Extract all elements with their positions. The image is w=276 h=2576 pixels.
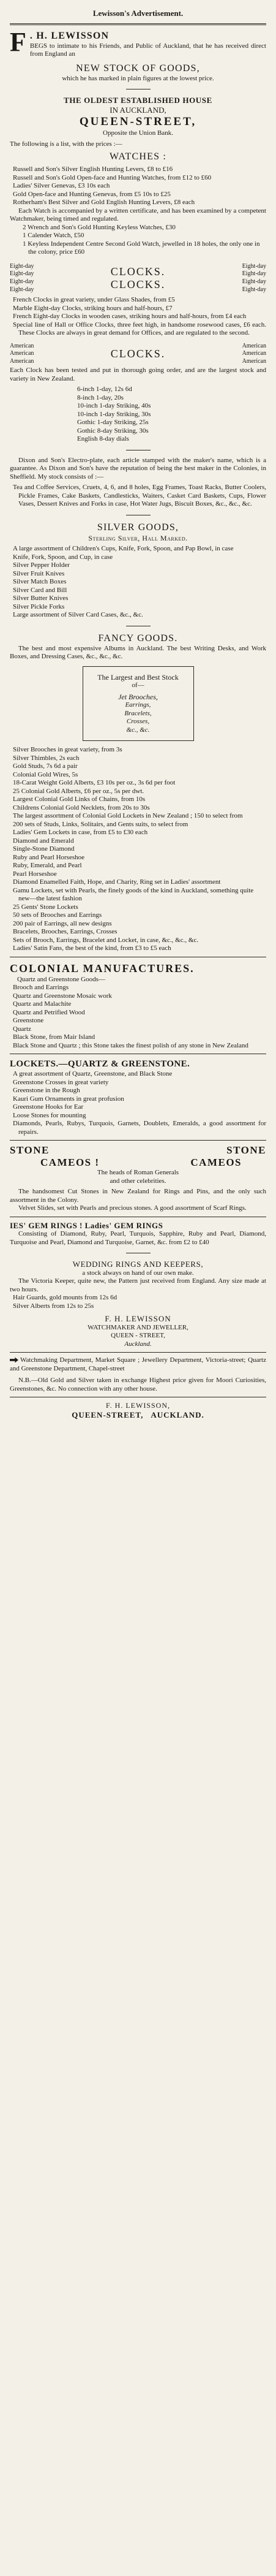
wedding-item: Silver Alberts from 12s to 25s [13,1302,94,1310]
silver-item: Large assortment of Silver Card Cases, &c., &c. [13,611,143,619]
american-item: English 8-day dials [77,435,129,443]
wedding-item: Hair Guards, gold mounts from 12s 6d [13,1294,117,1302]
pointing-hand-icon [10,1357,18,1362]
colonial-item: Brooch and Earrings [13,984,69,992]
watch-item: Russell and Son's Gold Open-face and Hunting Watches, from £12 to £60 [13,173,212,181]
silver-item: Silver Match Boxes [13,578,67,586]
american-item: 10-inch 1-day Striking, 40s [77,402,151,410]
stone-cameos [10,1144,266,1213]
lockets-heading: LOCKETS.—QUARTZ & GREENSTONE. [10,1059,190,1070]
fancy-item: 25 Gents' Stone Lockets [13,903,78,911]
watch-item: Ladies' Silver Genevas, £3 10s each [13,182,110,190]
house-block [10,96,266,148]
fancy-list [10,746,266,953]
intro-new-stock: NEW STOCK OF GOODS, [76,63,200,74]
fancy-item: 200 pair of Earrings, all new designs [13,919,112,927]
signature-block [10,1314,266,1348]
lockets-item: Diamonds, Pearls, Rubys, Turquois, Garnets, Doublets, Emeralds, a good assortment for repairs. [13,1120,266,1136]
american-label: American [10,350,34,357]
wedding-heading: WEDDING RINGS AND KEEPERS, [72,1260,204,1269]
house-line-4: Opposite the Union Bank. [103,129,173,137]
fancy-item: 25 Colonial Gold Alberts, £6 per oz., 5s per dwt. [13,787,144,795]
american-label: American [10,357,34,365]
wedding-list [10,1269,266,1311]
cameos-left: CAMEOS ! [40,1157,100,1169]
cameos-celebs: and other celebrities. [110,1177,166,1185]
lockets-item: Kauri Gum Ornaments in great profusion [13,1095,124,1103]
signature-city: Auckland. [124,1340,152,1348]
fancy-heading: FANCY GOODS. [98,633,178,644]
clocks-side-label: Eight-day [242,278,266,285]
cameos-right: CAMEOS [190,1157,242,1169]
electro-intro: Dixon and Son's Electro-plate, each article stamped with the maker's name, which is a guarantee. As Dixon and Son's have the reputation of being the best maker in the Colonies, in Sheffield. My stock consists of :— [10,456,266,481]
wedding-item: The Victoria Keeper, quite new, the Pattern just received from England. Any size made at two hours. [10,1277,266,1293]
american-left [10,343,53,366]
footer-note-2: N.B.—Old Gold and Silver taken in exchange Highest price given for Moori Curiosities, Greenstones, &c. No connection with any other house. [10,1377,266,1392]
house-line-1: THE OLDEST ESTABLISHED HOUSE [64,96,212,105]
intro-block [10,26,266,83]
watch-item: Russell and Son's Silver English Hunting Levers, £8 to £16 [13,165,173,173]
fancy-item: Gamu Lockets, set with Pearls, the finely goods of the kind in Auckland, something quite new—the latest fashion [13,886,254,903]
american-item: Gothic 8-day Striking, 30s [77,427,149,435]
american-center: CLOCKS. [110,348,166,360]
fancy-item: Diamond and Emerald [13,837,74,845]
electro-block [10,457,266,509]
lockets-item: Greenstone Crosses in great variety [13,1078,109,1086]
american-note: Each Clock has been tested and put in thorough going order, and are the largest stock and variety in New Zealand. [10,367,266,382]
clock-item: Special line of Hall or Office Clocks, three feet high, in handsome rosewood cases, £6 each. These Clocks are always in great demand for Offices, and are regulated to the second. [13,321,266,337]
clocks-side-right [223,263,266,294]
clocks-center-label [53,265,223,291]
watch-item: 1 Calender Watch, £50 [23,232,84,240]
electro-items: Tea and Coffee Services, Cruets, 4, 6, and 8 holes, Egg Frames, Toast Racks, Butter Coolers, Pickle Frames, Cake Baskets, Candlesticks, Waiters, Casket Card Baskets, Cups, Flower Vases, Dessert Knives and Forks in case, Hot Water Jugs, Biscuit Boxes, &c., &c., &c. [13,484,266,508]
divider [10,1352,266,1353]
american-label: American [242,342,266,349]
box-item: Jet Brooches, [118,692,158,701]
fancy-item: Ruby and Pearl Horseshoe [13,853,85,861]
clocks-lines [10,296,266,338]
lockets-item: A great assortment of Quartz, Greenstone, and Black Stone [13,1070,173,1078]
signature-street: QUEEN - STREET, [111,1332,165,1340]
footer-note-text: Watchmaking Department, Market Square ; Jewellery Department, Victoria-street; Quartz and Greenstone Department, Chapel-street [10,1356,266,1372]
fancy-item: 18-Carat Weight Gold Alberts, £3 10s per oz., 3s 6d per foot [13,779,176,787]
house-line-2: IN AUCKLAND, [110,105,166,115]
fancy-item: Gold Studs, 7s 6d a pair [13,762,78,770]
footer-block [10,1401,266,1419]
lockets-item: Greenstone Hooks for Ear [13,1103,84,1111]
footer-note-1 [10,1356,266,1373]
silver-item: Silver Pepper Holder [13,561,70,569]
silver-item: Silver Fruit Knives [13,569,65,577]
watch-note: Each Watch is accompanied by a written certificate, and has been examined by a competent Watchmaker, being timed and regulated. [10,207,266,223]
clocks-side-label: Eight-day [242,286,266,293]
colonial-item: Quartz and Malachite [13,1000,72,1008]
stone-right: STONE [226,1144,266,1157]
american-item: 6-inch 1-day, 12s 6d [77,386,132,393]
dropcap-letter: F [10,26,26,57]
clocks-side-label: Eight-day [242,262,266,270]
american-item: Gothic 1-day Striking, 25s [77,419,149,427]
american-banner [10,343,266,366]
clocks-banner [10,263,266,294]
box-title: The Largest and Best Stock [97,672,179,682]
footer-notes [10,1356,266,1393]
watch-item: 2 Wrench and Son's Gold Hunting Keyless Watches, £30 [23,223,176,231]
fancy-item: Ladies' Gem Lockets in case, from £5 to £30 each [13,829,148,837]
american-label: American [242,350,266,357]
intro-line-3: which he has marked in plain figures at the lowest price. [62,74,214,82]
watch-item: Rotherham's Best Silver and Gold English Hunting Levers, £8 each [13,199,195,207]
divider [10,1140,266,1141]
fancy-item: Silver Thimbles, 2s each [13,754,80,762]
footer-name: F. H. LEWISSON, [105,1401,171,1410]
colonial-item: Quartz [13,1025,31,1033]
colonial-item: Black Stone and Quartz ; this Stone takes the finest polish of any stone in New Zealand [13,1041,248,1049]
clock-item: Marble Eight-day Clocks, striking hours and half-hours, £7 [13,304,173,312]
stone-note: The handsomest Cut Stones in New Zealand for Rings and Pins, and the only such assortment in the Colony. [10,1188,266,1204]
colonial-heading: COLONIAL MANUFACTURES. [10,962,195,975]
signature-title: WATCHMAKER AND JEWELLER, [88,1323,188,1331]
cameos-heads: The heads of Roman Generals [97,1169,179,1177]
stone-left: STONE [10,1144,50,1157]
american-item: 8-inch 1-day, 20s [77,393,124,401]
fancy-item: Colonial Gold Wires, 5s [13,770,78,778]
clocks-side-label: Eight-day [10,278,34,285]
fancy-item: Ladies' Satin Fans, the best of the kind, from £3 to £5 each [13,944,171,952]
silver-list [10,545,266,620]
fancy-item: Largest Colonial Gold Links of Chains, from 10s [13,796,146,804]
clocks-side-label: Eight-day [242,270,266,278]
gem-item: Consisting of Diamond, Ruby, Pearl, Turquois, Sapphire, Ruby and Pearl, Diamond, Turquoise and Pearl, Diamond and Turquoise, Garnet, &c. from £2 to £40 [10,1230,266,1246]
footer-address: QUEEN-STREET, AUCKLAND. [72,1410,204,1419]
fancy-item: Diamond Enamelled Faith, Hope, and Charity, Ring set in Ladies' assortment [13,878,221,886]
colonial-sub: Quartz and Greenstone Goods— [17,975,105,983]
silver-item: Knife, Fork, Spoon, and Cup, in case [13,553,113,561]
american-list [10,386,266,444]
clocks-side-label: Eight-day [10,286,34,293]
american-item: 10-inch 1-day Striking, 30s [77,410,151,418]
fancy-item: 50 sets of Brooches and Earrings [13,911,102,919]
watches-heading: WATCHES : [109,151,167,162]
clocks-side-left [10,263,53,294]
fancy-item: Sets of Brooch, Earrings, Bracelet and Locket, in case, &c., &c., &c. [13,936,199,944]
box-item: Bracelets, [124,709,152,717]
silver-item: Silver Butter Knives [13,595,69,602]
fancy-intro: The best and most expensive Albums in Auckland. The best Writing Desks, and Work Boxes, and Dressing Cases, &c., &c., &c. [10,644,266,661]
colonial-item: Quartz and Greenstone Mosaic work [13,992,112,1000]
fancy-item: Childrens Colonial Gold Necklets, from 20s to 30s [13,804,150,811]
american-label: American [242,357,266,365]
header-rule [10,23,266,25]
signature-name: F. H. LEWISSON [105,1314,171,1324]
colonial-item: Quartz and Petrified Wood [13,1008,85,1016]
american-right [223,343,266,366]
fancy-item: Pearl Horseshoe [13,870,57,878]
american-label: American [10,342,34,349]
box-item: Crosses, [126,718,150,726]
fancy-item: 200 sets of Studs, Links, Solitairs, and Gents suits, to select from [13,820,188,828]
colonial-list [10,984,266,1050]
lockets-list [10,1070,266,1136]
header-title: Lewisson's Advertisement. [92,9,184,18]
house-line-3: QUEEN-STREET, [79,115,197,129]
jet-stock-box [83,666,194,741]
fancy-item: Ruby, Emerald, and Pearl [13,862,82,870]
lockets-item: Greenstone in the Rough [13,1087,80,1095]
fancy-item: The largest assortment of Colonial Gold Lockets in New Zealand ; 150 to select from [13,812,243,820]
watch-item: Gold Open-face and Hunting Genevas, from £5 10s to £25 [13,190,171,198]
fancy-item: Silver Brooches in great variety, from 3s [13,746,122,754]
gem-heading: IES' GEM RINGS ! Ladies' GEM RINGS [10,1220,163,1230]
watch-item: 1 Keyless Independent Centre Second Gold Watch, jewelled in 18 holes, the only one in the colony, price £60 [23,240,260,256]
silver-item: Silver Pickle Forks [13,602,65,610]
colonial-item: Black Stone, from Mair Island [13,1033,95,1041]
lockets-item: Loose Stones for mounting [13,1111,86,1119]
clocks-center-text: CLOCKS. [110,265,166,278]
clocks-side-label: Eight-day [10,262,34,270]
cameos-row [10,1157,266,1169]
fancy-item: Bracelets, Brooches, Earrings, Crosses [13,928,117,936]
intro-name: . H. LEWISSON [29,30,110,41]
clock-item: French Eight-day Clocks in wooden cases, striking hours and half-hours, from £4 each [13,313,247,321]
stone-velvet: Velvet Slides, set with Pearls and precious stones. A good assortment of Scarf Rings. [18,1204,247,1212]
stone-top-row [10,1144,266,1157]
clock-item: French Clocks in great variety, under Glass Shades, from £5 [13,296,175,304]
wedding-item: a stock always on hand of our own make. [82,1269,194,1277]
clocks-center-text: CLOCKS. [110,278,166,291]
list-intro: The following is a list, with the prices :— [10,140,122,148]
silver-item: Silver Card and Bill [13,586,67,594]
silver-sub: Sterling Silver, Hall Marked. [88,533,188,542]
box-item: Earrings, [125,701,151,709]
colonial-item: Greenstone [13,1017,44,1025]
watches-list [10,165,266,257]
intro-line-1: BEGS to intimate to his Friends, and Public of Auckland, that he has received direct from England an [29,42,266,58]
silver-item: A large assortment of Children's Cups, Knife, Fork, Spoon, and Pap Bowl, in case [13,545,234,553]
silver-heading: SILVER GOODS, [97,522,179,533]
box-item: &c., &c. [126,726,150,734]
clocks-side-label: Eight-day [10,270,34,278]
fancy-item: Single-Stone Diamond [13,845,75,853]
box-of: of— [132,682,144,690]
